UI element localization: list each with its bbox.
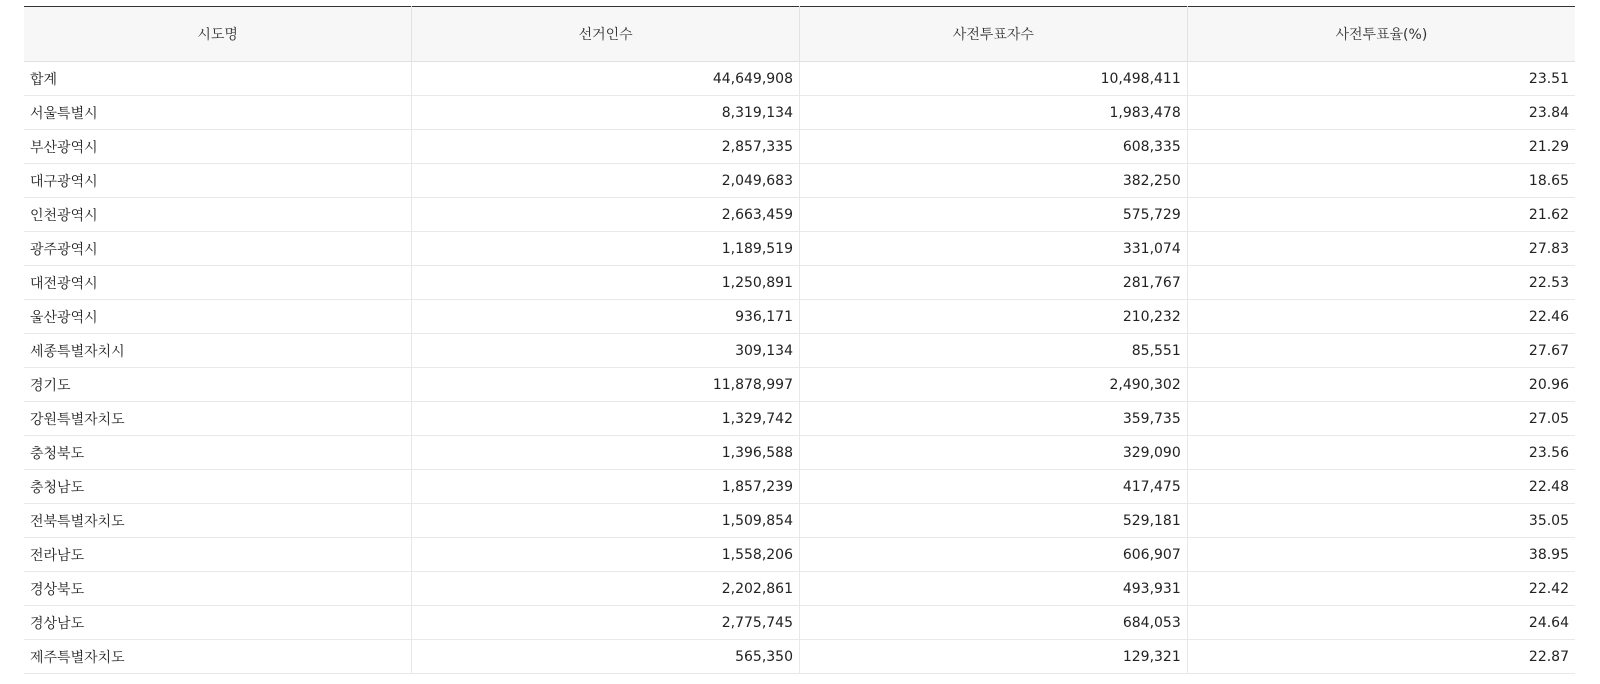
region-cell: 합계 <box>24 62 412 96</box>
table-row <box>24 96 1575 130</box>
header-early-voters: 사전투표자수 <box>800 7 1188 62</box>
electors-cell: 2,663,459 <box>412 198 800 232</box>
region-cell: 광주광역시 <box>24 232 412 266</box>
early-voting-rate-cell: 23.56 <box>1187 436 1575 470</box>
early-voters-cell: 1,983,478 <box>800 96 1188 130</box>
early-voting-rate-cell: 24.64 <box>1187 606 1575 640</box>
electors-cell: 1,329,742 <box>412 402 800 436</box>
early-voting-rate-cell: 23.51 <box>1187 62 1575 96</box>
early-voters-cell: 10,498,411 <box>800 62 1188 96</box>
table-row <box>24 402 1575 436</box>
electors-cell: 1,509,854 <box>412 504 800 538</box>
electors-cell: 2,857,335 <box>412 130 800 164</box>
table-row <box>24 606 1575 640</box>
early-voting-rate-cell: 23.84 <box>1187 96 1575 130</box>
table-row <box>24 572 1575 606</box>
early-voters-cell: 684,053 <box>800 606 1188 640</box>
region-cell: 충청북도 <box>24 436 412 470</box>
early-voting-rate-cell: 27.05 <box>1187 402 1575 436</box>
early-voting-rate-cell: 22.46 <box>1187 300 1575 334</box>
early-voters-cell: 331,074 <box>800 232 1188 266</box>
early-voting-table <box>24 6 1575 674</box>
region-cell: 제주특별자치도 <box>24 640 412 674</box>
early-voters-cell: 493,931 <box>800 572 1188 606</box>
early-voters-cell: 329,090 <box>800 436 1188 470</box>
early-voters-cell: 382,250 <box>800 164 1188 198</box>
early-voters-cell: 281,767 <box>800 266 1188 300</box>
early-voters-cell: 417,475 <box>800 470 1188 504</box>
region-cell: 경기도 <box>24 368 412 402</box>
region-cell: 울산광역시 <box>24 300 412 334</box>
header-electors: 선거인수 <box>412 7 800 62</box>
table-row <box>24 470 1575 504</box>
table-row <box>24 62 1575 96</box>
header-row <box>24 7 1575 62</box>
early-voting-rate-cell: 18.65 <box>1187 164 1575 198</box>
table-row <box>24 368 1575 402</box>
early-voters-cell: 210,232 <box>800 300 1188 334</box>
region-cell: 경상북도 <box>24 572 412 606</box>
region-cell: 전북특별자치도 <box>24 504 412 538</box>
early-voting-rate-cell: 35.05 <box>1187 504 1575 538</box>
table-row <box>24 266 1575 300</box>
table-row <box>24 232 1575 266</box>
table-row <box>24 198 1575 232</box>
region-cell: 인천광역시 <box>24 198 412 232</box>
header-region: 시도명 <box>24 7 412 62</box>
early-voters-cell: 85,551 <box>800 334 1188 368</box>
early-voters-cell: 359,735 <box>800 402 1188 436</box>
table-row <box>24 334 1575 368</box>
early-voting-rate-cell: 22.87 <box>1187 640 1575 674</box>
table-header <box>24 7 1575 62</box>
region-cell: 강원특별자치도 <box>24 402 412 436</box>
early-voting-rate-cell: 22.48 <box>1187 470 1575 504</box>
table-row <box>24 538 1575 572</box>
region-cell: 전라남도 <box>24 538 412 572</box>
region-cell: 부산광역시 <box>24 130 412 164</box>
table-row <box>24 504 1575 538</box>
early-voters-cell: 2,490,302 <box>800 368 1188 402</box>
electors-cell: 936,171 <box>412 300 800 334</box>
electors-cell: 11,878,997 <box>412 368 800 402</box>
electors-cell: 1,189,519 <box>412 232 800 266</box>
electors-cell: 1,857,239 <box>412 470 800 504</box>
early-voters-cell: 529,181 <box>800 504 1188 538</box>
electors-cell: 1,396,588 <box>412 436 800 470</box>
early-voting-rate-cell: 21.29 <box>1187 130 1575 164</box>
electors-cell: 44,649,908 <box>412 62 800 96</box>
electors-cell: 2,049,683 <box>412 164 800 198</box>
early-voters-cell: 608,335 <box>800 130 1188 164</box>
region-cell: 서울특별시 <box>24 96 412 130</box>
region-cell: 대전광역시 <box>24 266 412 300</box>
electors-cell: 2,202,861 <box>412 572 800 606</box>
early-voters-cell: 129,321 <box>800 640 1188 674</box>
header-early-voting-rate: 사전투표율(%) <box>1187 7 1575 62</box>
early-voting-rate-cell: 27.83 <box>1187 232 1575 266</box>
region-cell: 충청남도 <box>24 470 412 504</box>
electors-cell: 1,558,206 <box>412 538 800 572</box>
table-row <box>24 300 1575 334</box>
early-voters-cell: 606,907 <box>800 538 1188 572</box>
region-cell: 경상남도 <box>24 606 412 640</box>
electors-cell: 2,775,745 <box>412 606 800 640</box>
electors-cell: 565,350 <box>412 640 800 674</box>
early-voters-cell: 575,729 <box>800 198 1188 232</box>
region-cell: 세종특별자치시 <box>24 334 412 368</box>
early-voting-rate-cell: 38.95 <box>1187 538 1575 572</box>
early-voting-rate-cell: 22.53 <box>1187 266 1575 300</box>
early-voting-rate-cell: 27.67 <box>1187 334 1575 368</box>
table-body <box>24 62 1575 674</box>
table-row <box>24 640 1575 674</box>
table-row <box>24 130 1575 164</box>
region-cell: 대구광역시 <box>24 164 412 198</box>
early-voting-rate-cell: 21.62 <box>1187 198 1575 232</box>
table-row <box>24 164 1575 198</box>
electors-cell: 8,319,134 <box>412 96 800 130</box>
early-voting-table-container <box>24 6 1575 674</box>
electors-cell: 309,134 <box>412 334 800 368</box>
early-voting-rate-cell: 22.42 <box>1187 572 1575 606</box>
early-voting-rate-cell: 20.96 <box>1187 368 1575 402</box>
table-row <box>24 436 1575 470</box>
electors-cell: 1,250,891 <box>412 266 800 300</box>
